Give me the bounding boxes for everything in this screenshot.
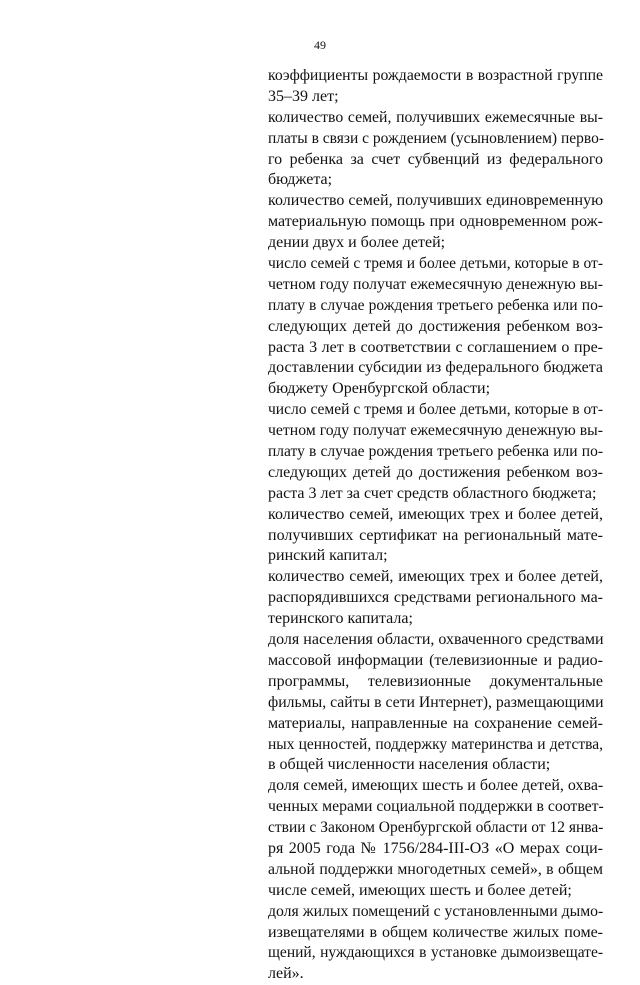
text-line: доставлении субсидии из федерального бюджета xyxy=(268,359,603,377)
text-line: платы в связи с рождением (усыновлением) перво- xyxy=(268,129,605,147)
text-line: массовой информации (телевизионные и радио- xyxy=(268,651,603,669)
text-line: доля жилых помещений с установленными дымо- xyxy=(268,902,604,920)
text-line: теринского капитала; xyxy=(268,610,413,628)
text-line: ринский капитал; xyxy=(268,547,388,565)
text-line: бюджету Оренбургской области; xyxy=(268,380,491,398)
text-line: щений, нуждающихся в установке дымоизвещате- xyxy=(268,944,603,962)
text-line: извещателями в общем количестве жилых поме- xyxy=(268,923,603,941)
text-line: распорядившихся средствами регионального ма- xyxy=(268,589,603,607)
text-line: программы, телевизионные документальные xyxy=(268,672,603,690)
text-line: в общей численности населения области; xyxy=(268,756,551,774)
text-line: число семей с тремя и более детьми, которые в от- xyxy=(268,255,603,273)
text-line: раста 3 лет в соответствии с соглашением о пре- xyxy=(268,338,603,356)
text-line: материальную помощь при одновременном рож- xyxy=(268,213,603,231)
text-line: четном году получат ежемесячную денежную вы- xyxy=(268,422,603,440)
text-line: доля семей, имеющих шесть и более детей, охва- xyxy=(268,777,604,795)
text-line: количество семей, имеющих трех и более детей, xyxy=(268,568,603,586)
text-line: ря 2005 года № 1756/284-III-ОЗ «О мерах соци- xyxy=(268,839,603,857)
text-line: раста 3 лет за счет средств областного бюджета; xyxy=(268,484,597,502)
text-line: количество семей, имеющих трех и более детей, xyxy=(268,505,603,523)
text-line: фильмы, сайты в сети Интернет), размещающими xyxy=(268,693,604,711)
text-line: следующих детей до достижения ребенком воз- xyxy=(268,463,603,481)
text-line: число семей с тремя и более детьми, которые в от- xyxy=(268,401,603,419)
text-line: ствии с Законом Оренбургской области от 12 янва- xyxy=(268,819,604,837)
text-line: бюджета; xyxy=(268,171,333,189)
text-line: получивших сертификат на региональный мате- xyxy=(268,526,603,544)
text-line: дении двух и более детей; xyxy=(268,234,446,252)
text-line: числе семей, имеющих шесть и более детей; xyxy=(268,881,572,899)
text-line: следующих детей до достижения ребенком воз- xyxy=(268,317,603,335)
text-line: плату в случае рождения третьего ребенка или по- xyxy=(268,296,603,314)
text-line: лей». xyxy=(268,965,304,983)
text-line: ных ценностей, поддержку материнства и детства, xyxy=(268,735,603,753)
text-line: количество семей, получивших ежемесячные вы- xyxy=(268,108,603,126)
text-line: альной поддержки многодетных семей», в общем xyxy=(268,860,603,878)
document-body xyxy=(268,66,603,985)
text-line: доля населения области, охваченного средствами xyxy=(268,631,604,649)
text-line: ченных мерами социальной поддержки в соответ- xyxy=(268,798,604,816)
text-line: коэффициенты рождаемости в возрастной группе xyxy=(268,67,603,84)
text-line: го ребенка за счет субвенций из федерального xyxy=(268,150,603,168)
page-number: 49 xyxy=(314,38,326,52)
text-line: количество семей, получивших единовременную xyxy=(268,192,604,210)
text-line: плату в случае рождения третьего ребенка или по- xyxy=(268,443,603,461)
text-line: 35–39 лет; xyxy=(268,87,339,105)
text-line: материалы, направленные на сохранение семей- xyxy=(268,714,603,732)
text-line: четном году получат ежемесячную денежную вы- xyxy=(268,275,603,293)
